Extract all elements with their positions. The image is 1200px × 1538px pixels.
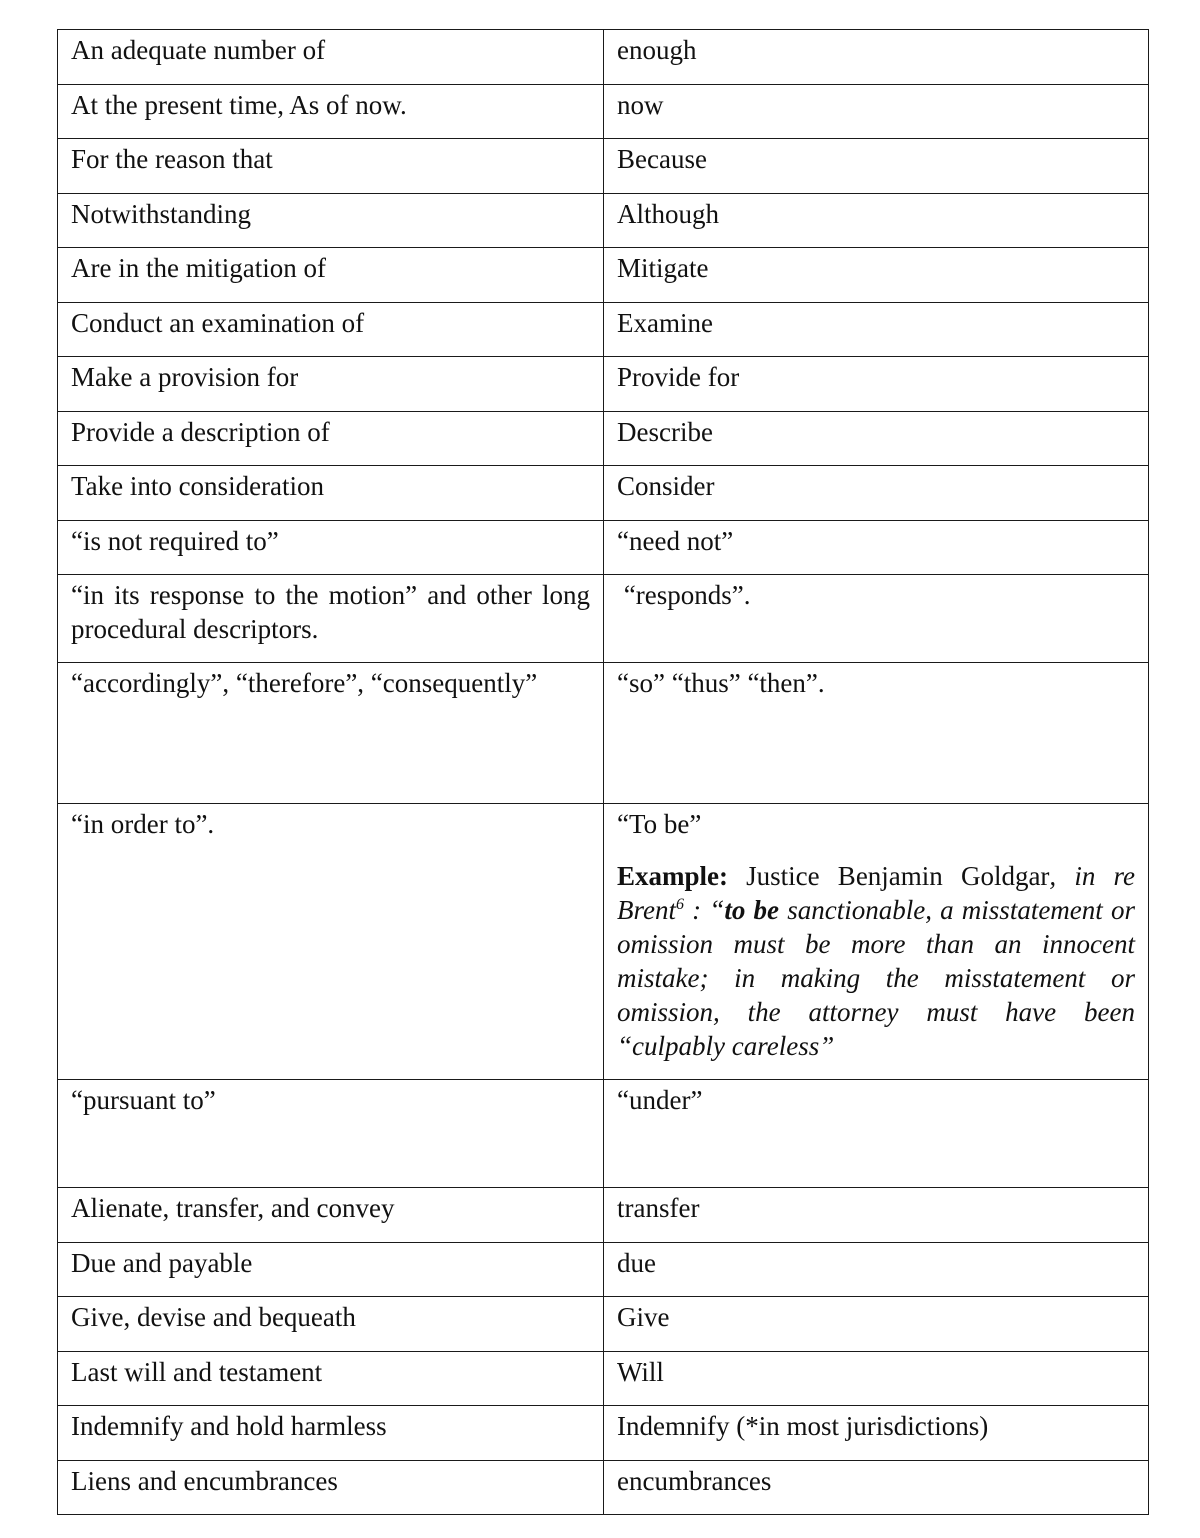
table-row <box>58 1460 1149 1515</box>
wordy-phrase-cell: Liens and encumbrances <box>58 1460 604 1515</box>
table-row <box>58 663 1149 804</box>
table-row <box>58 520 1149 575</box>
table-row <box>58 30 1149 85</box>
concise-phrase-cell: now <box>604 84 1149 139</box>
wordy-phrase-cell: Indemnify and hold harmless <box>58 1406 604 1461</box>
wordy-phrase-cell: Notwithstanding <box>58 193 604 248</box>
concise-phrase-cell: Describe <box>604 411 1149 466</box>
example-case: , in re Brent <box>617 861 1135 925</box>
wordy-phrase-cell: Give, devise and bequeath <box>58 1297 604 1352</box>
concise-phrase-cell: Although <box>604 193 1149 248</box>
concise-phrase-cell: Consider <box>604 466 1149 521</box>
concise-phrase-cell: “responds”. <box>604 575 1149 663</box>
wordy-phrase-cell: Due and payable <box>58 1242 604 1297</box>
concise-phrase-cell: enough <box>604 30 1149 85</box>
footnote-marker: 6 <box>675 896 684 913</box>
concise-phrase-text: “To be” <box>617 809 702 839</box>
example-citation <box>617 859 1135 1063</box>
table-row <box>58 1406 1149 1461</box>
concise-phrase-cell: Indemnify (*in most jurisdictions) <box>604 1406 1149 1461</box>
concise-phrase-cell: Examine <box>604 302 1149 357</box>
concise-phrase-cell: encumbrances <box>604 1460 1149 1515</box>
wordy-phrase-cell: “pursuant to” <box>58 1080 604 1188</box>
table-row <box>58 139 1149 194</box>
concise-phrase-cell: “under” <box>604 1080 1149 1188</box>
wordy-phrase-cell: Are in the mitigation of <box>58 248 604 303</box>
wordy-phrase-cell: At the present time, As of now. <box>58 84 604 139</box>
example-emphasis: to be <box>724 895 780 925</box>
wordy-phrase-cell: “in order to”. <box>58 804 604 1080</box>
wordy-phrase-cell <box>58 663 604 804</box>
wordy-phrase-cell: An adequate number of <box>58 30 604 85</box>
table-row <box>58 84 1149 139</box>
concise-phrase-cell: Will <box>604 1351 1149 1406</box>
example-quote: sanctionable, a misstatement or omission must be more than an innocent mistake; in making the misstatement or omission, the attorney must have been “culpably careless” <box>617 895 1135 1061</box>
wordy-phrase-text: “in its response to the motion” and other long procedural descriptors. <box>71 580 590 644</box>
wordy-phrase-text: “accordingly”, “therefore”, “consequently” <box>71 668 538 698</box>
table-row <box>58 1188 1149 1243</box>
table-row <box>58 1297 1149 1352</box>
concise-phrase-cell: Give <box>604 1297 1149 1352</box>
concise-phrase-cell: due <box>604 1242 1149 1297</box>
table-row <box>58 302 1149 357</box>
table-row <box>58 466 1149 521</box>
wordy-phrase-cell: Conduct an examination of <box>58 302 604 357</box>
table-row <box>58 575 1149 663</box>
table-row <box>58 804 1149 1080</box>
table-row <box>58 411 1149 466</box>
concise-phrase-cell: Provide for <box>604 357 1149 412</box>
table-row <box>58 1080 1149 1188</box>
example-author: Justice Benjamin Goldgar <box>728 861 1050 891</box>
phrase-table <box>57 29 1149 1515</box>
wordy-phrase-cell: Alienate, transfer, and convey <box>58 1188 604 1243</box>
table-row <box>58 1351 1149 1406</box>
table-row <box>58 1242 1149 1297</box>
table-row <box>58 248 1149 303</box>
concise-phrase-cell: transfer <box>604 1188 1149 1243</box>
wordy-phrase-cell <box>58 575 604 663</box>
wordy-phrase-cell: Make a provision for <box>58 357 604 412</box>
wordy-phrase-cell: For the reason that <box>58 139 604 194</box>
concise-phrase-cell: Because <box>604 139 1149 194</box>
wordy-phrase-cell: Take into consideration <box>58 466 604 521</box>
wordy-phrase-cell: Last will and testament <box>58 1351 604 1406</box>
concise-phrase-cell: “so” “thus” “then”. <box>604 663 1149 804</box>
wordy-phrase-cell: Provide a description of <box>58 411 604 466</box>
table-row <box>58 193 1149 248</box>
table-row <box>58 357 1149 412</box>
concise-phrase-cell: Mitigate <box>604 248 1149 303</box>
concise-phrase-cell <box>604 804 1149 1080</box>
concise-phrase-cell: “need not” <box>604 520 1149 575</box>
wordy-phrase-cell: “is not required to” <box>58 520 604 575</box>
example-colon: : “ <box>683 895 725 925</box>
example-label: Example: <box>617 861 728 891</box>
